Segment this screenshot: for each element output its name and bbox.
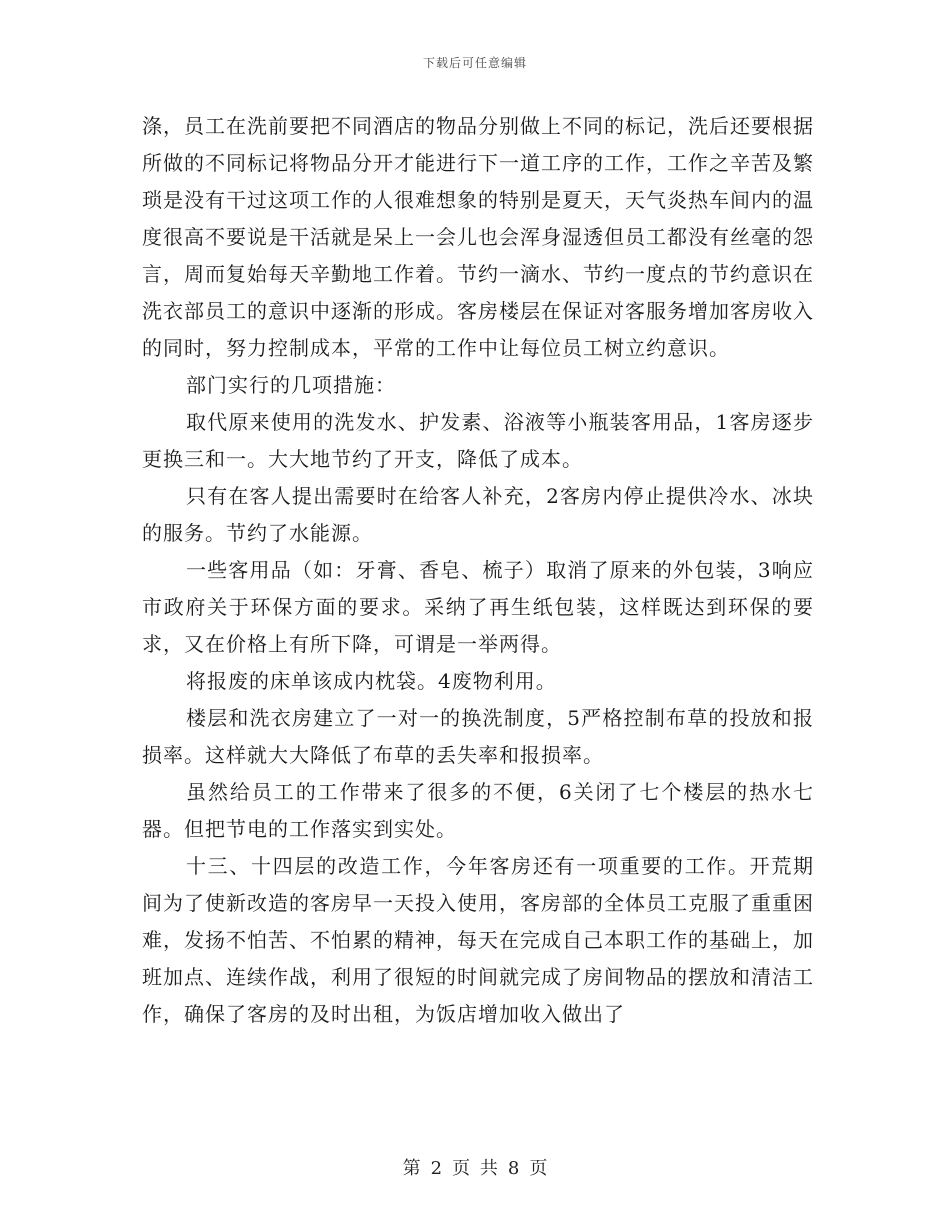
paragraph-2: 部门实行的几项措施： bbox=[186, 373, 396, 397]
paragraph-8: 虽然给员工的工作带来了很多的不便，6关闭了七个楼层的热水七器。但把节电的工作落实到实处。 bbox=[142, 780, 814, 841]
page-footer bbox=[0, 1154, 950, 1180]
paragraph-4: 只有在客人提出需要时在给客人补充，2客房内停止提供冷水、冰块的服务。节约了水能源。 bbox=[142, 484, 814, 545]
body-text bbox=[142, 108, 814, 1033]
footer-middle: 页 共 bbox=[452, 1158, 498, 1179]
paragraph-1: 涤，员工在洗前要把不同酒店的物品分别做上不同的标记，洗后还要根据所做的不同标记将物品分开才能进行下一道工序的工作，工作之辛苦及繁琐是没有干过这项工作的人很难想象的特别是夏天，天气炎热车间内的温度很高不要说是干活就是呆上一会儿也会浑身湿透但员工都没有丝毫的怨言，周而复始每天辛勤地工作着。节约一滴水、节约一度点的节约意识在洗衣部员工的意识中逐渐的形成。客房楼层在保证对客服务增加客房收入的同时，努力控制成本，平常的工作中让每位员工树立约意识。 bbox=[142, 114, 814, 360]
paragraph-7: 楼层和洗衣房建立了一对一的换洗制度，5严格控制布草的投放和报损率。这样就大大降低了布草的丢失率和报损率。 bbox=[142, 706, 814, 767]
paragraph-6: 将报废的床单该成内枕袋。4废物利用。 bbox=[186, 669, 557, 693]
footer-suffix: 页 bbox=[529, 1158, 548, 1179]
paragraph-5: 一些客用品（如：牙膏、香皂、梳子）取消了原来的外包装，3响应市政府关于环保方面的要求。采纳了再生纸包装，这样既达到环保的要求，又在价格上有所下降，可谓是一举两得。 bbox=[142, 558, 814, 656]
footer-page-number: 2 bbox=[430, 1158, 443, 1179]
paragraph-9: 十三、十四层的改造工作，今年客房还有一项重要的工作。开荒期间为了使新改造的客房早一天投入使用，客房部的全体员工克服了重重困难，发扬不怕苦、不怕累的精神，每天在完成自己本职工作的基础上，加班加点、连续作战，利用了很短的时间就完成了房间物品的摆放和清洁工作，确保了客房的及时出租，为饭店增加收入做出了 bbox=[142, 854, 814, 1026]
paragraph-3: 取代原来使用的洗发水、护发素、浴液等小瓶装客用品，1客房逐步更换三和一。大大地节约了开支，降低了成本。 bbox=[142, 410, 814, 471]
page-header: 下载后可任意编辑 bbox=[422, 56, 527, 70]
footer-prefix: 第 bbox=[402, 1158, 421, 1179]
footer-total-pages: 8 bbox=[507, 1158, 520, 1179]
